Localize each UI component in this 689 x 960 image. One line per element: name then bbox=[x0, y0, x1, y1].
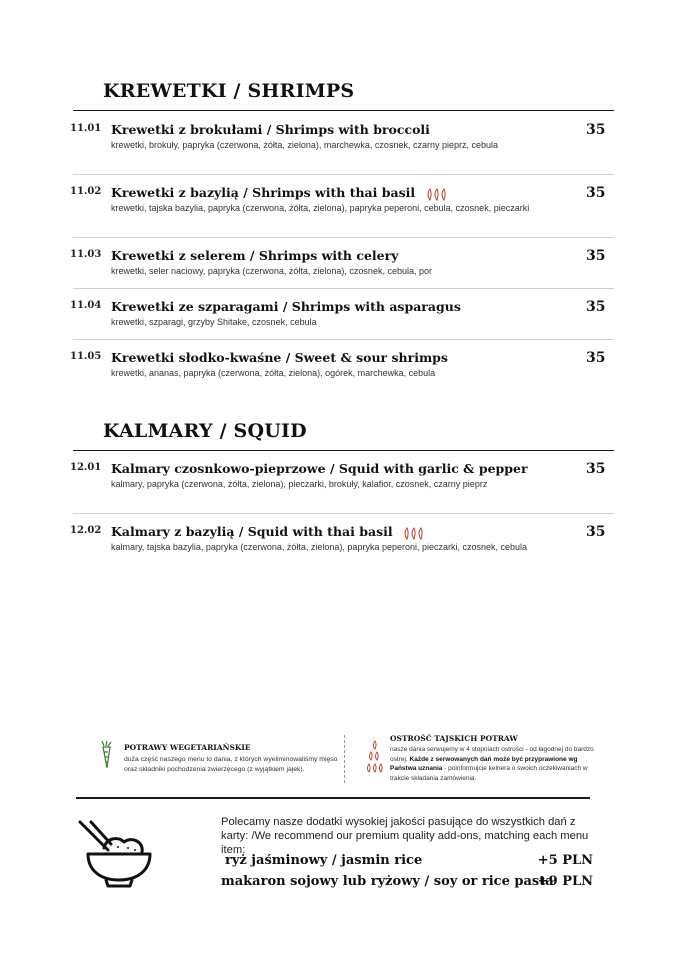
item-name: Kalmary z bazylią / Squid with thai basil bbox=[111, 524, 393, 539]
item-number: 11.03 bbox=[70, 249, 102, 260]
item-name: Kalmary czosnkowo-pieprzowe / Squid with garlic & pepper bbox=[111, 461, 528, 476]
item-description: kalmary, tajska bazylia, papryka (czerwona, żółta, zielona), papryka peperoni, pieczarki, czosnek, cebula bbox=[111, 542, 528, 552]
item-price: 35 bbox=[586, 248, 606, 264]
item-price: 35 bbox=[586, 461, 606, 477]
spiciness-title: OSTROŚĆ TAJSKICH POTRAW bbox=[390, 734, 518, 743]
section-rule bbox=[73, 110, 614, 111]
chili-pepper-icon bbox=[403, 526, 427, 540]
addons-rule bbox=[76, 797, 590, 799]
vegetarian-title: POTRAWY WEGETARIAŃSKIE bbox=[124, 743, 251, 752]
item-number: 11.05 bbox=[70, 351, 102, 362]
item-price: 35 bbox=[586, 350, 606, 366]
item-divider bbox=[73, 288, 614, 289]
section-rule bbox=[73, 450, 614, 451]
item-name: Krewetki słodko-kwaśne / Sweet & sour shrimps bbox=[111, 350, 448, 365]
spiciness-text bbox=[390, 745, 605, 783]
item-number: 11.01 bbox=[70, 123, 102, 134]
addon-price: +9 PLN bbox=[537, 874, 593, 889]
item-price: 35 bbox=[586, 299, 606, 315]
addon-name: makaron sojowy lub ryżowy / soy or rice pasta bbox=[221, 874, 554, 889]
chili-pepper-icon bbox=[426, 187, 450, 201]
item-divider bbox=[73, 237, 614, 238]
spiciness-text-part1: nasze dania serwujemy w 4 stopniach ostrości - od łagodnej do bardzo ostrej. bbox=[390, 746, 594, 763]
section-title-squid: KALMARY / SQUID bbox=[103, 420, 307, 442]
chili-scale-icon bbox=[365, 740, 385, 780]
item-number: 11.04 bbox=[70, 300, 102, 311]
addons-intro: Polecamy nasze dodatki wysokiej jakości pasujące do wszystkich dań z karty: /We recommend our premium quality add-ons, matching each menu item: bbox=[221, 816, 589, 856]
addon-name: ryż jaśminowy / jasmin rice bbox=[225, 853, 423, 868]
vegetarian-text: duża część naszego menu to dania, z których wyeliminowaliśmy mięso oraz składniki pochodzenia zwierzęcego (z wyjątkiem jajek). bbox=[124, 756, 338, 773]
item-description: krewetki, ananas, papryka (czerwona, żółta, zielona), ogórek, marchewka, cebula bbox=[111, 368, 436, 378]
item-number: 12.01 bbox=[70, 462, 102, 473]
rice-bowl-icon bbox=[78, 820, 156, 892]
item-price: 35 bbox=[586, 185, 606, 201]
item-name: Krewetki z selerem / Shrimps with celery bbox=[111, 248, 399, 263]
item-number: 12.02 bbox=[70, 525, 102, 536]
item-number: 11.02 bbox=[70, 186, 102, 197]
item-name-wrap bbox=[111, 185, 450, 201]
item-name: Krewetki z brokułami / Shrimps with broccoli bbox=[111, 122, 430, 137]
item-description: krewetki, seler naciowy, papryka (czerwona, żółta, zielona), czosnek, cebula, por bbox=[111, 266, 432, 276]
item-price: 35 bbox=[586, 122, 606, 138]
carrot-icon bbox=[97, 740, 119, 770]
item-name: Krewetki z bazylią / Shrimps with thai basil bbox=[111, 185, 416, 200]
item-description: krewetki, brokuły, papryka (czerwona, żółta, zielona), marchewka, czosnek, czarny pieprz, cebula bbox=[111, 140, 498, 150]
addon-row-pasta bbox=[221, 874, 593, 892]
item-description: kalmary, papryka (czerwona, żółta, zielona), pieczarki, brokuły, kalafior, czosnek, czarny pieprz bbox=[111, 479, 488, 489]
spiciness-text-part2: - poinformujcie kelnera o swoich oczekiwaniach w trakcie składania zamówienia. bbox=[390, 765, 588, 782]
item-name-wrap bbox=[111, 524, 427, 540]
item-description: krewetki, szparagi, grzyby Shitake, czosnek, cebula bbox=[111, 317, 317, 327]
item-divider bbox=[73, 174, 614, 175]
legend-divider bbox=[344, 735, 345, 783]
section-title-shrimps: KREWETKI / SHRIMPS bbox=[103, 80, 355, 102]
item-divider bbox=[73, 513, 614, 514]
item-name: Krewetki ze szparagami / Shrimps with asparagus bbox=[111, 299, 461, 314]
addon-price: +5 PLN bbox=[537, 853, 593, 868]
addon-row-rice bbox=[221, 853, 593, 871]
spiciness-text-bold: Każde z serwowanych dań może być przyprawione wg Państwa uznania bbox=[390, 755, 578, 772]
item-divider bbox=[73, 339, 614, 340]
item-description: krewetki, tajska bazylia, papryka (czerwona, żółta, zielona), papryka peperoni, cebula, czosnek, pieczarki bbox=[111, 203, 530, 213]
item-price: 35 bbox=[586, 524, 606, 540]
